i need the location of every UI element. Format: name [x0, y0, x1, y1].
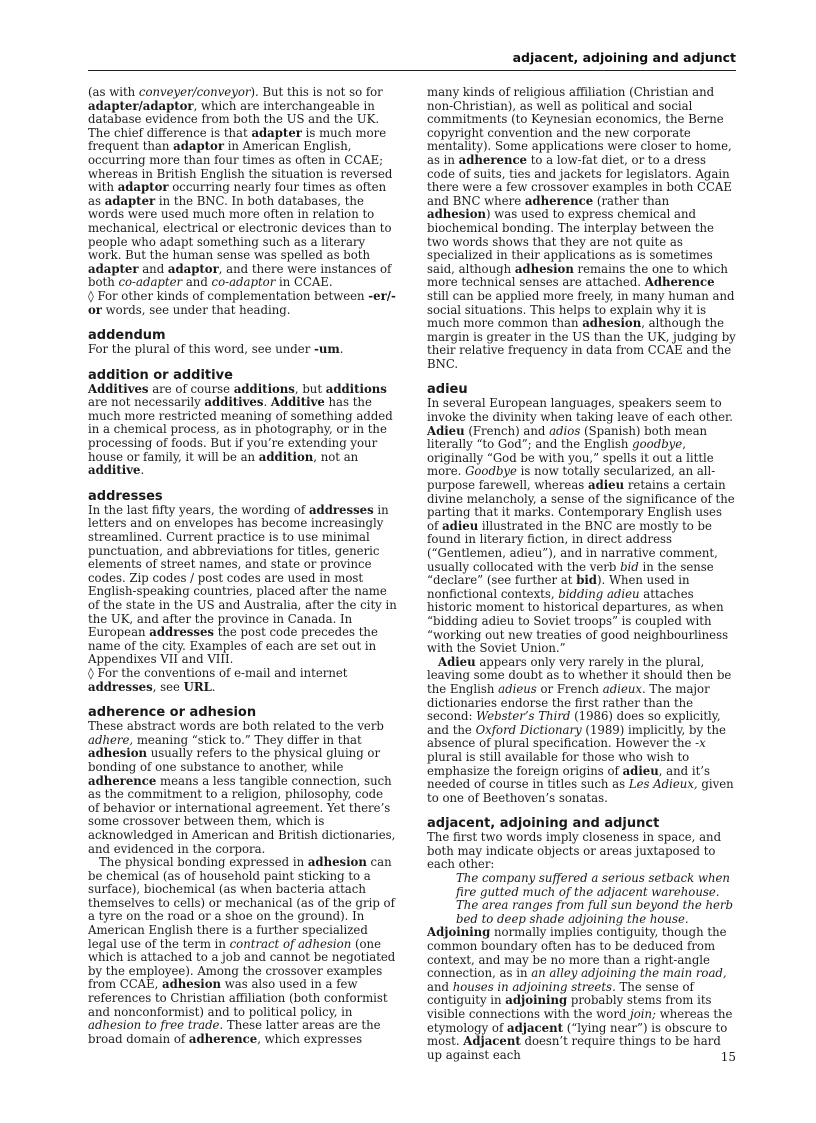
entry-body-adjoining: Adjoining normally implies contiguity, though the common boundary often has to be deduced from context, and may be no more than a right-angle connection, as in an alley adjoining the main road, and houses in adjoining streets. The sense of contiguity in adjoining probably stems from its visible connections with the word join; whereas the etymology of adjacent (“lying near”) is obscure to most. Adjacent doesn’t require things to be hard up against each — [427, 925, 733, 1062]
entry-body-adjacent: The first two words imply closeness in space, and both may indicate objects or areas juxtaposed to each other: — [427, 830, 722, 872]
header-rule — [88, 70, 736, 71]
entry-body-adieu-plural: Adieu appears only very rarely in the plural, leaving some doubt as to whether it should then be the English adieus or French adieux. The major dictionaries endorse the first rather than the second: Webster’s Third (1986) does so explicitly, and the Oxford Dictionary (1989) implicitly, by the absence of plural specification. However the -x plural is still available for those who wish to emphasize the foreign origins of adieu, and it’s needed of course in titles such as Les Adieux, given to one of Beethoven’s sonatas. — [427, 654, 734, 805]
entry-body-adherence-continued: many kinds of religious affiliation (Christian and non-Christian), as well as political and social commitments (to Keynesian economics, the Berne copyright convention and the new corporate mentality). Some applications were closer to home, as in adherence to a low-fat diet, or to a dress code of suits, ties and jackets for legislators. Again there were a few crossover examples in both CCAE and BNC where adherence (rather than adhesion) was used to express chemical and biochemical bonding. The interplay between the two words shows that they are not quite as specialized in their applications as is sometimes said, although adhesion remains the one to which more technical senses are attached. Adherence still can be applied more freely, in many human and social situations. This helps to explain why it is much more common than adhesion, although the margin is greater in the US than the UK, judging by their relative frequency in data from CCAE and the BNC. — [427, 85, 736, 371]
running-head: adjacent, adjoining and adjunct — [512, 50, 736, 65]
entry-heading-adherence: adherence or adhesion — [88, 705, 257, 721]
entry-heading-adieu: adieu — [427, 382, 468, 398]
cross-reference-note: ◊ For other kinds of complementation between -er/-or words, see under that heading. — [88, 288, 396, 317]
entry-heading-addendum: addendum — [88, 328, 166, 344]
paragraph-adapter-adaptor: (as with conveyer/conveyor). But this is not so for adapter/adaptor, which are interchangeable in database evidence from both the US and the UK. The chief difference is that adapter is much more frequent than adaptor in American English, occurring more than four times as often in CCAE; whereas in British English the situation is reversed with adaptor occurring nearly four times as often as adapter in the BNC. In both databases, the words were used much more often in relation to mechanical, electrical or electronic devices than to people who adapt something such as a literary work. But the human sense was spelled as both adapter and adaptor, and there were instances of both co-adapter and co-adaptor in CCAE. — [88, 85, 393, 290]
entry-body-addendum: For the plural of this word, see under -um. — [88, 342, 344, 357]
entry-body-adieu: In several European languages, speakers seem to invoke the divinity when taking leave of each other. Adieu (French) and adios (Spanish) both mean literally “to God”; and the English goodbye, originally “God be with you,” spells it out a little more. Goodbye is now totally secularized, an all-purpose farewell, whereas adieu retains a certain divine melancholy, a sense of the significance of the parting that it marks. Contemporary English uses of adieu illustrated in the BNC are mostly to be found in literary fiction, in direct address (“Gentlemen, adieu”), and in narrative comment, usually collocated with the verb bid in the sense “declare” (see further at bid). When used in nonfictional contexts, bidding adieu attaches historic moment to historical departures, as when “bidding adieu to Soviet troops” is coupled with “working out new treaties of good neighbourliness with the Soviet Union.” — [427, 396, 735, 656]
entry-body-adherence-continued: The physical bonding expressed in adhesion can be chemical (as of household paint sticking to a surface), biochemical (as when bacteria attach themselves to cells) or mechanical (as of the grip of a tyre on the road or a shoe on the ground). In American English there is a further specialized legal use of the term in contract of adhesion (one which is attached to a job and cannot be negotiated by the employee). Among the crossover examples from CCAE, adhesion was also used in a few references to Christian affiliation (both conformist and nonconformist) and to political policy, in adhesion to free trade. These latter areas are the broad domain of adherence, which expresses — [88, 855, 396, 1046]
example-sentence: The company suffered a serious setback when fire gutted much of the adjacent warehouse. — [456, 871, 730, 899]
cross-reference-note: ◊ For the conventions of e-mail and internet addresses, see URL. — [88, 665, 348, 694]
page-number: 15 — [720, 1050, 736, 1064]
example-sentence: The area ranges from full sun beyond the herb bed to deep shade adjoining the house. — [456, 898, 733, 926]
entry-body-addresses: In the last fifty years, the wording of addresses in letters and on envelopes has become increasingly streamlined. Current practice is to use minimal punctuation, and abbreviations for titles, generic elements of street names, and state or province codes. Zip codes / post codes are used in most English-speaking countries, placed after the name of the state in the US and Australia, after the city in the UK, and after the province in Canada. In European addresses the post code precedes the name of the city. Examples of each are set out in Appendixes VII and VIII. — [88, 502, 397, 667]
entry-heading-addresses: addresses — [88, 488, 163, 504]
entry-heading-adjacent: adjacent, adjoining and adjunct — [427, 816, 660, 832]
left-column — [88, 86, 397, 1046]
entry-heading-addition: addition or additive — [88, 367, 233, 383]
right-column — [427, 86, 736, 1062]
entry-body-adherence: These abstract words are both related to the verb adhere, meaning “stick to.” They differ in that adhesion usually refers to the physical gluing or bonding of one substance to another, while adherence means a less tangible connection, such as the commitment to a religion, philosophy, code of behavior or international agreement. Yet there’s some crossover between them, which is acknowledged in American and British dictionaries, and evidenced in the corpora. — [88, 719, 396, 856]
entry-body-addition: Additives are of course additions, but additions are not necessarily additives. Additive has the much more restricted meaning of something added in a chemical process, as in photography, or in the processing of foods. But if you’re extending your house or family, it will be an addition, not an additive. — [88, 381, 393, 478]
